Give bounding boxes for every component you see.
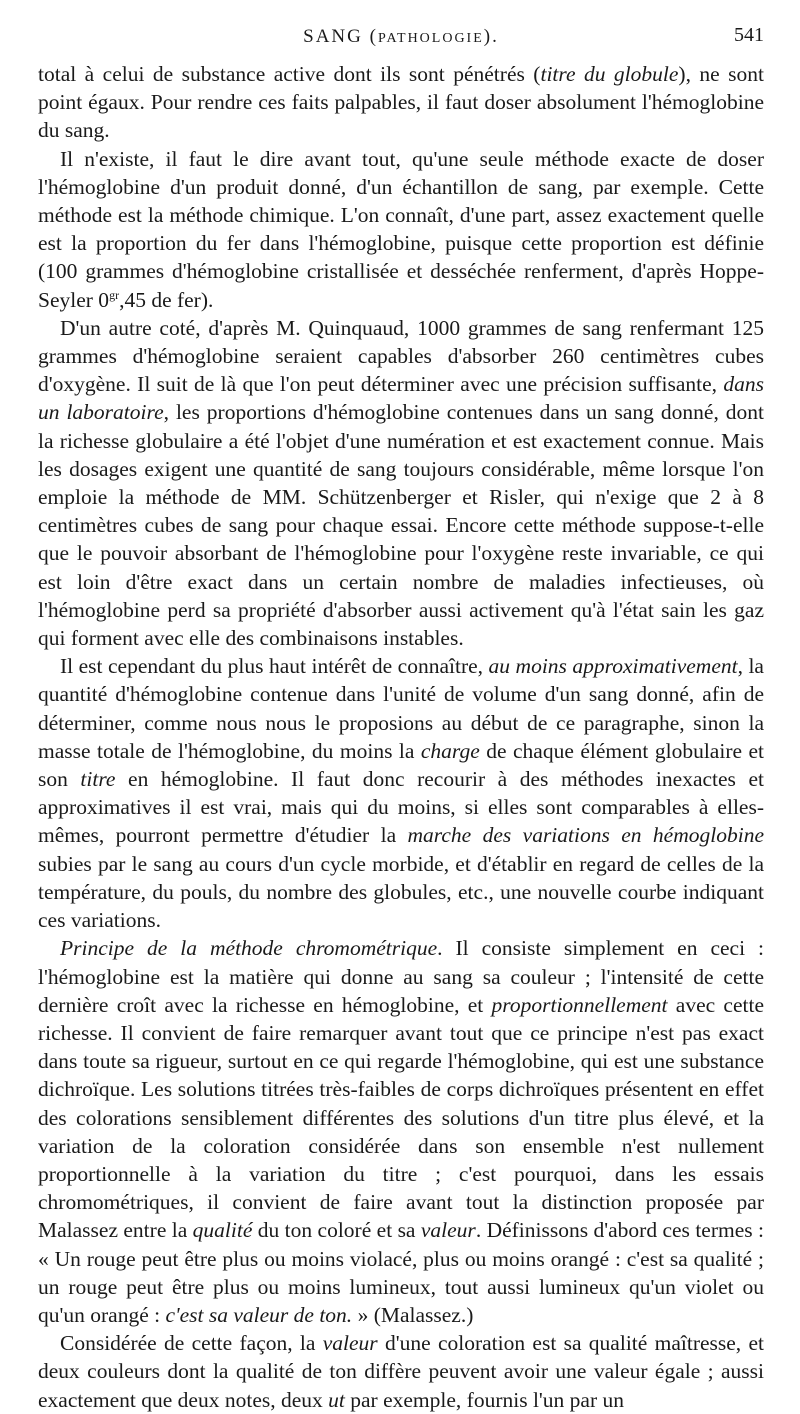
paragraph [38,145,764,314]
text-segment: avec cette richesse. Il convient de faire remarquer avant tout que ce principe n'est pas exact dans toute sa rigueur, surtout en ce qui regarde l'hémoglobine, qui est une substance dichroïque. Les solutions titrées très-faibles de corps dichroïques présentent en effet des colorations sensiblement différentes des solutions d'un titre plus élevé, et la variation de la coloration considérée dans son ensemble n'est nullement proportionnelle à la variation du titre ; c'est pourquoi, dans les essais chromométriques, il convient de faire avant tout la distinction proposée par Malassez entre la [38,992,765,1243]
text-segment: du ton coloré et sa [252,1218,421,1243]
running-title-sub: PATHOLOGIE [377,31,484,46]
text-segment: Il n'existe, il faut le dire avant tout, qu'une seule méthode exacte de doser l'hémoglobine d'un produit donné, d'un échantillon de sang, par exemple. Cette méthode est la méthode chimique. L'on connaît, d'une part, assez exactement quelle est la proportion du fer dans l'hémoglobine, puisque cette proportion est définie (100 grammes d'hémoglobine cristallisée et desséchée renferment, d'après Hoppe-Seyler 0 [38,146,764,312]
italic-text: valeur [322,1331,378,1356]
text-segment: subies par le sang au cours d'un cycle morbide, et d'établir en regard de celles de la température, du pouls, du nombre des globules, etc., une nouvelle courbe indiquant ces variations. [38,851,764,933]
page-number: 541 [734,24,764,46]
text-segment: de chaque élément globulaire et son [38,738,765,792]
italic-text: valeur [420,1218,476,1243]
text-segment: , la quantité d'hémoglobine contenue dans l'unité de volume d'un sang donné, afin de déterminer, comme nous nous le proposions au début de ce paragraphe, sinon la masse totale de l'hémoglobine, du moins la [38,654,764,763]
running-title [36,26,766,48]
body-text [38,60,764,1414]
text-segment: total à celui de substance active dont ils sont pénétrés ( [38,62,541,86]
italic-text: marche des variations en hémoglobine [407,823,764,848]
italic-text: c'est sa valeur de ton. [165,1302,353,1327]
paragraph [38,60,764,145]
text-segment: ), ne sont point égaux. Pour rendre ces faits palpables, il faut doser absolument l'hémoglobine du sang. [38,62,765,143]
text-segment: , les proportions d'hémoglobine contenues dans un sang donné, dont la richesse globulaire a été l'objet d'une numération et est exactement connue. Mais les dosages exigent une quantité de sang toujours considérable, même lorsque l'on emploie la méthode de MM. Schützenberger et Risler, qui n'exige que 2 à 8 centimètres cubes de sang pour chaque essai. Encore cette méthode suppose-t-elle que le pouvoir absorbant de l'hémoglobine pour l'oxygène reste invariable, ce qui est loin d'être exact dans un certain nombre de maladies infectieuses, où l'hémoglobine perd sa propriété d'absorber aussi activement qu'à l'état sain les gaz qui forment avec elle des combinaisons instables. [38,400,765,651]
paragraph [38,1329,764,1414]
italic-text: dans un laboratoire [38,372,764,425]
text-segment: Considérée de cette façon, la [60,1331,323,1356]
text-segment: ,45 de fer). [119,287,214,312]
italic-text: ut [328,1387,345,1412]
italic-text: titre du globule [540,62,679,86]
superscript-text: gr [109,287,120,302]
paragraph [38,934,764,1329]
text-segment: D'un autre coté, d'après M. Quinquaud, 1000 grammes de sang renfermant 125 grammes d'hémoglobine seraient capables d'absorber 260 centimètres cubes d'oxygène. Il suit de là que l'on peut déterminer avec une précision suffisante, [38,315,764,397]
italic-text: titre [80,767,116,792]
italic-text: proportionnellement [491,992,668,1017]
italic-text: au moins approximativement [488,654,738,679]
running-title-close: ). [483,26,499,47]
italic-text: charge [420,738,480,763]
running-title-main: SANG ( [303,26,378,47]
italic-text: Principe de la méthode chromométrique [60,936,438,961]
text-segment: par exemple, fournis l'un par un [344,1387,625,1412]
text-segment: en hémoglobine. Il faut donc recourir à des méthodes inexactes et approximatives il est vrai, mais qui du moins, si elles sont comparables à elles-mêmes, pourront permettre d'étudier la [38,767,764,848]
text-segment: d'une coloration est sa qualité maîtresse, et deux couleurs dont la qualité de ton diffère peuvent avoir une valeur égale ; aussi exactement que deux notes, deux [38,1331,764,1412]
italic-text: qualité [192,1218,253,1243]
text-segment: . Il consiste simplement en ceci : l'hémoglobine est la matière qui donne au sang sa couleur ; l'intensité de cette dernière croît avec la richesse en hémoglobine, et [38,936,764,1017]
text-segment: Il est cependant du plus haut intérêt de connaître, [60,654,489,679]
paragraph [38,314,764,652]
running-header [36,26,766,56]
text-segment: » (Malassez.) [352,1302,474,1327]
paragraph [38,652,764,934]
text-segment: . Définissons d'abord ces termes : « Un rouge peut être plus ou moins violacé, plus ou moins orangé : c'est sa qualité ; un rouge peut être plus ou moins lumineux, tout aussi lumineux qu'un violet ou qu'un orangé : [38,1218,764,1327]
